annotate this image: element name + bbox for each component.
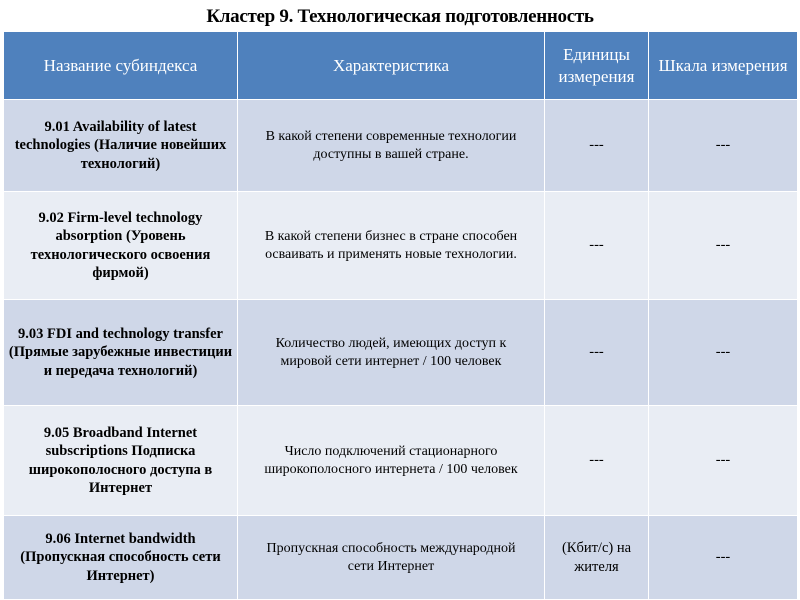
header-units: Единицы измерения (545, 32, 649, 100)
subindex-units: (Кбит/с) на жителя (545, 516, 649, 600)
table-row (4, 300, 798, 406)
subindex-scale: --- (649, 192, 798, 300)
description-text: Пропускная способность международной сети Интернет (266, 540, 516, 574)
table-row (4, 516, 798, 600)
subindex-description (238, 516, 545, 600)
header-description: Характеристика (238, 32, 545, 100)
subindex-units: --- (545, 192, 649, 300)
table-row (4, 192, 798, 300)
subindex-description (238, 100, 545, 192)
subindex-scale: --- (649, 300, 798, 406)
subindex-table (3, 31, 798, 600)
header-scale: Шкала измерения (649, 32, 798, 100)
subindex-description (238, 192, 545, 300)
description-text: В какой степени бизнес в стране способен осваивать и применять новые технологии. (264, 228, 518, 262)
subindex-units: --- (545, 406, 649, 516)
subindex-scale: --- (649, 406, 798, 516)
description-text: Количество людей, имеющих доступ к мировой сети интернет / 100 человек (275, 335, 507, 369)
subindex-description (238, 300, 545, 406)
subindex-name: 9.05 Broadband Internet subscriptions Подписка широкополосного доступа в Интернет (4, 406, 238, 516)
subindex-units: --- (545, 300, 649, 406)
table-row (4, 406, 798, 516)
table-header-row (4, 32, 798, 100)
subindex-name: 9.01 Availability of latest technologies (Наличие новейших технологий) (4, 100, 238, 192)
subindex-scale: --- (649, 100, 798, 192)
subindex-name: 9.03 FDI and technology transfer (Прямые зарубежные инвестиции и передача технологий) (4, 300, 238, 406)
slide-title: Кластер 9. Технологическая подготовленность (206, 6, 594, 27)
table-row (4, 100, 798, 192)
description-text: В какой степени современные технологии доступны в вашей стране. (265, 128, 517, 162)
header-name: Название субиндекса (4, 32, 238, 100)
subindex-name: 9.02 Firm-level technology absorption (Уровень технологического освоения фирмой) (4, 192, 238, 300)
description-text: Число подключений стационарного широкополосного интернета / 100 человек (264, 443, 518, 477)
subindex-units: --- (545, 100, 649, 192)
subindex-name: 9.06 Internet bandwidth (Пропускная способность сети Интернет) (4, 516, 238, 600)
subindex-description (238, 406, 545, 516)
subindex-scale: --- (649, 516, 798, 600)
